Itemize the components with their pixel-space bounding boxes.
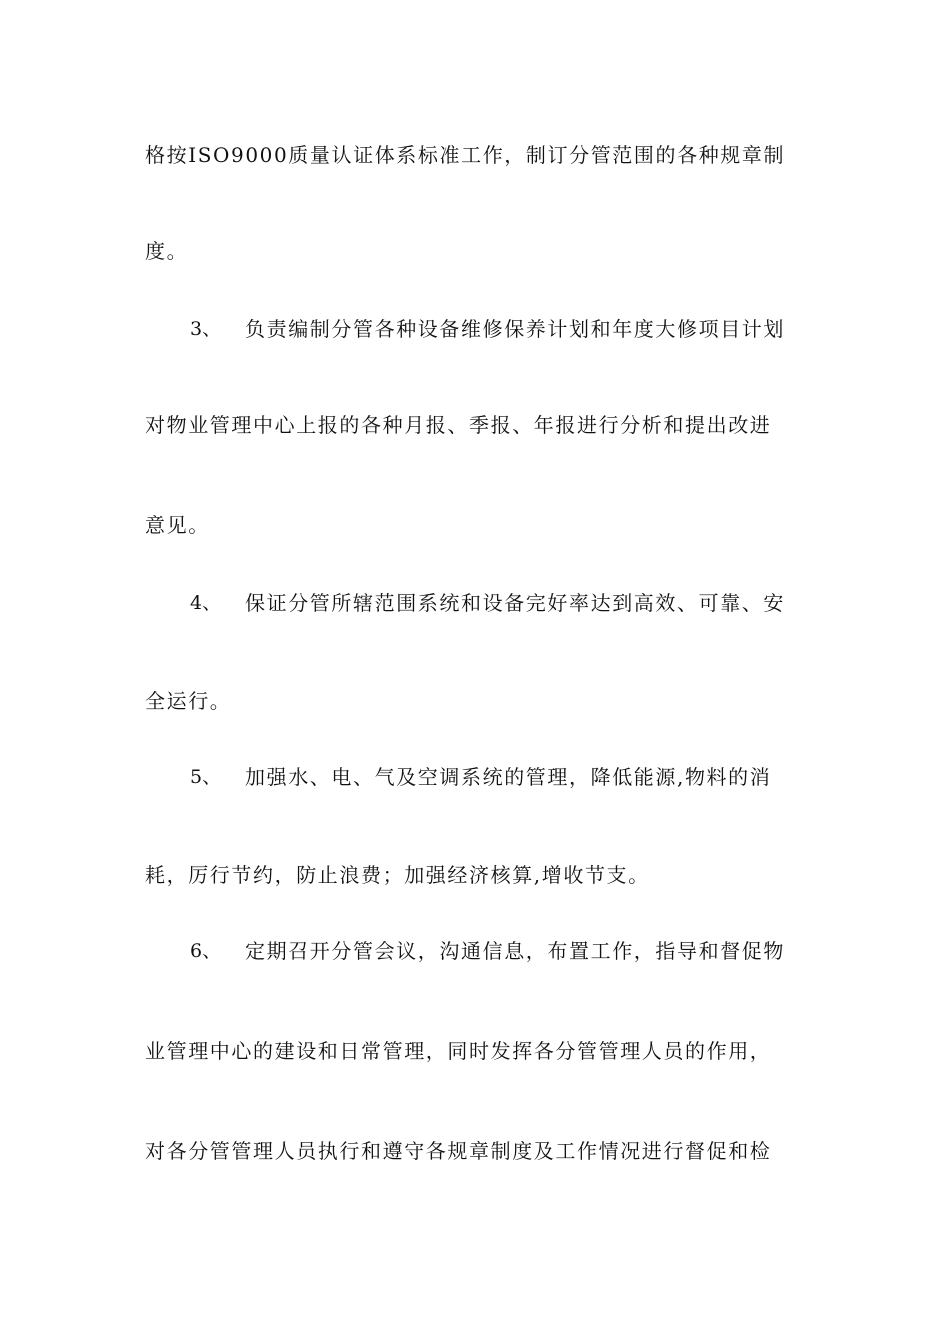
item-text: 保证分管所辖范围系统和设备完好率达到高效、可靠、安 [245,591,785,615]
item-number: 5、 [190,766,222,788]
paragraph-line: 对物业管理中心上报的各种月报、季报、年报进行分析和提出改进 [145,413,772,437]
paragraph-line: 对各分管管理人员执行和遵守各规章制度及工作情况进行督促和检 [145,1139,772,1163]
item-number: 4、 [190,592,222,614]
item-text: 加强水、电、气及空调系统的管理，降低能源,物料的消 [245,765,772,789]
item-text: 负责编制分管各种设备维修保养计划和年度大修项目计划 [245,317,785,341]
paragraph-line: 意见。 [145,513,210,537]
paragraph-line: 耗，厉行节约，防止浪费；加强经济核算,增收节支。 [145,863,650,887]
item-number: 3、 [190,318,222,340]
item-text: 定期召开分管会议，沟通信息，布置工作，指导和督促物 [245,939,785,963]
paragraph-line: 度。 [145,239,189,263]
paragraph-line: 全运行。 [145,689,232,713]
item-number: 6、 [190,940,222,962]
paragraph-line: 格按ISO9000质量认证体系标准工作，制订分管范围的各种规章制 [145,143,786,167]
paragraph-line: 业管理中心的建设和日常管理，同时发挥各分管管理人员的作用， [145,1039,772,1063]
